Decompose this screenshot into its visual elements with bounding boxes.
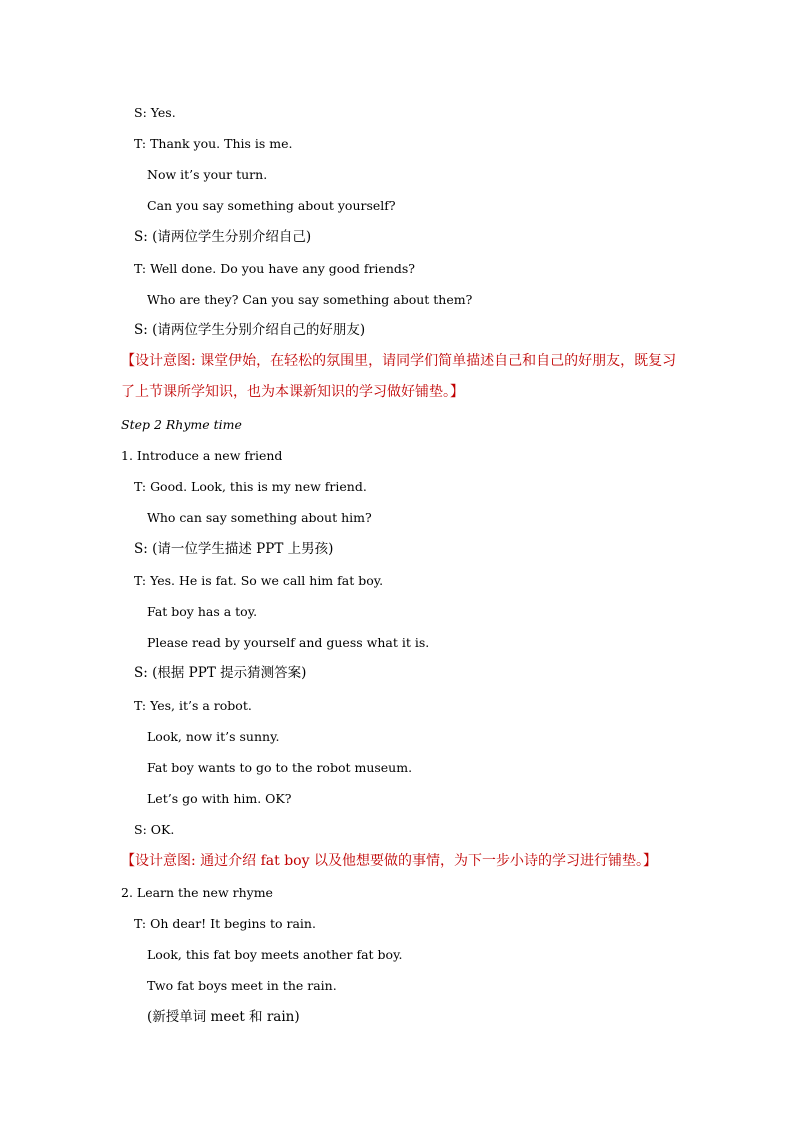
dialogue-line: S: Yes. (134, 105, 176, 120)
dialogue-line: Fat boy has a toy. (147, 604, 258, 619)
step-heading: Step 2 Rhyme time (121, 417, 242, 432)
dialogue-line: Look, this fat boy meets another fat boy. (147, 947, 403, 962)
dialogue-line: T: Good. Look, this is my new friend. (134, 479, 367, 494)
dialogue-line: Let’s go with him. OK? (147, 791, 292, 806)
design-intent-note: 【设计意图: 通过介绍 fat boy 以及他想要做的事情，为下一步小诗的学习进行铺垫。】 (121, 853, 657, 869)
dialogue-line: Fat boy wants to go to the robot museum. (147, 760, 413, 775)
vocabulary-note: (新授单词 meet 和 rain) (147, 1009, 300, 1025)
dialogue-line: Look, now it’s sunny. (147, 729, 280, 744)
section-heading: 1. Introduce a new friend (121, 448, 283, 463)
dialogue-line: Who are they? Can you say something about them? (147, 292, 473, 307)
dialogue-line: Now it’s your turn. (147, 167, 268, 182)
design-intent-note-continued: 了上节课所学知识，也为本课新知识的学习做好铺垫。】 (121, 384, 464, 400)
dialogue-line: S: (根据 PPT 提示猜测答案) (134, 665, 307, 681)
dialogue-line: Who can say something about him? (147, 510, 372, 525)
dialogue-line: S: (请两位学生分别介绍自己) (134, 229, 312, 245)
dialogue-line: T: Yes. He is fat. So we call him fat boy. (134, 573, 384, 588)
dialogue-line: T: Yes, it’s a robot. (134, 698, 252, 713)
dialogue-line: S: (请两位学生分别介绍自己的好朋友) (134, 322, 366, 338)
dialogue-line: T: Well done. Do you have any good friends? (134, 261, 415, 276)
dialogue-line: T: Thank you. This is me. (134, 136, 293, 151)
dialogue-line: S: (请一位学生描述 PPT 上男孩) (134, 541, 334, 557)
dialogue-line: Two fat boys meet in the rain. (147, 978, 337, 993)
dialogue-line: T: Oh dear! It begins to rain. (134, 916, 316, 931)
dialogue-line: S: OK. (134, 822, 175, 837)
dialogue-line: Can you say something about yourself? (147, 198, 396, 213)
dialogue-line: Please read by yourself and guess what it is. (147, 635, 430, 650)
design-intent-note: 【设计意图: 课堂伊始，在轻松的氛围里，请同学们简单描述自己和自己的好朋友，既复习 (121, 353, 677, 369)
section-heading: 2. Learn the new rhyme (121, 885, 273, 900)
